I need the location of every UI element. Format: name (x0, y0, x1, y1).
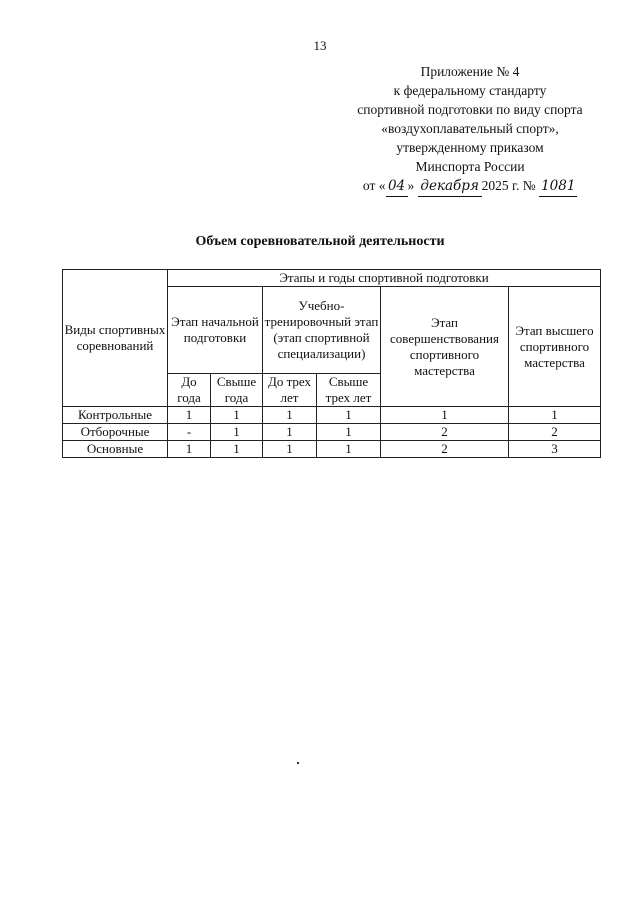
subheader-up-to-three-years: До трех лет (263, 374, 317, 407)
scan-artifact-dot (297, 762, 299, 764)
table-cell: 1 (168, 441, 211, 458)
table-cell: 1 (263, 441, 317, 458)
row-label: Контрольные (63, 407, 168, 424)
row-label: Отборочные (63, 424, 168, 441)
handwritten-order-number: 1081 (539, 177, 577, 197)
order-date-line (330, 176, 610, 197)
table-cell: 1 (381, 407, 509, 424)
table-cell: 1 (211, 441, 263, 458)
handwritten-month: декабря (418, 177, 482, 197)
header-stage-training: Учебно-тренировочный этап (этап спортивной специализации) (263, 287, 381, 374)
table-cell: 1 (211, 424, 263, 441)
table-cell: 1 (317, 441, 381, 458)
table-cell: 3 (509, 441, 601, 458)
table-cell: 1 (317, 424, 381, 441)
table-cell: 1 (263, 424, 317, 441)
table-cell: 1 (263, 407, 317, 424)
header-stages: Этапы и годы спортивной подготовки (168, 270, 601, 287)
table-cell: 2 (509, 424, 601, 441)
table-cell: 1 (211, 407, 263, 424)
header-stage-highest: Этап высшего спортивного мастерства (509, 287, 601, 407)
table-cell: 1 (509, 407, 601, 424)
table-cell: 2 (381, 441, 509, 458)
date-year: 2025 г. № (481, 178, 536, 193)
header-stage-improvement: Этап совершенствования спортивного мастерства (381, 287, 509, 407)
table-cell: 1 (168, 407, 211, 424)
competition-volume-table (62, 269, 601, 458)
subheader-over-year: Свыше года (211, 374, 263, 407)
row-label: Основные (63, 441, 168, 458)
appendix-line: к федеральному стандарту (393, 83, 547, 98)
table-row (63, 441, 601, 458)
table-cell: - (168, 424, 211, 441)
appendix-line: Минспорта России (415, 159, 525, 174)
page-number: 13 (313, 38, 327, 53)
appendix-line: спортивной подготовки по виду спорта (357, 102, 583, 117)
table-cell: 2 (381, 424, 509, 441)
table-row (63, 407, 601, 424)
subheader-up-to-year: До года (168, 374, 211, 407)
subheader-over-three-years: Свыше трех лет (317, 374, 381, 407)
date-prefix: от « (362, 178, 386, 193)
header-stage-initial: Этап начальной подготовки (168, 287, 263, 374)
table-cell: 1 (317, 407, 381, 424)
appendix-header (330, 62, 610, 197)
document-title: Объем соревновательной деятельности (195, 234, 445, 249)
table-row (63, 424, 601, 441)
appendix-line: утвержденному приказом (396, 140, 544, 155)
handwritten-day: 04 (386, 177, 408, 197)
header-competition-kinds: Виды спортивных соревнований (63, 270, 168, 407)
date-mid: » (407, 178, 415, 193)
appendix-line: «воздухоплавательный спорт», (381, 121, 559, 136)
appendix-line: Приложение № 4 (420, 64, 520, 79)
